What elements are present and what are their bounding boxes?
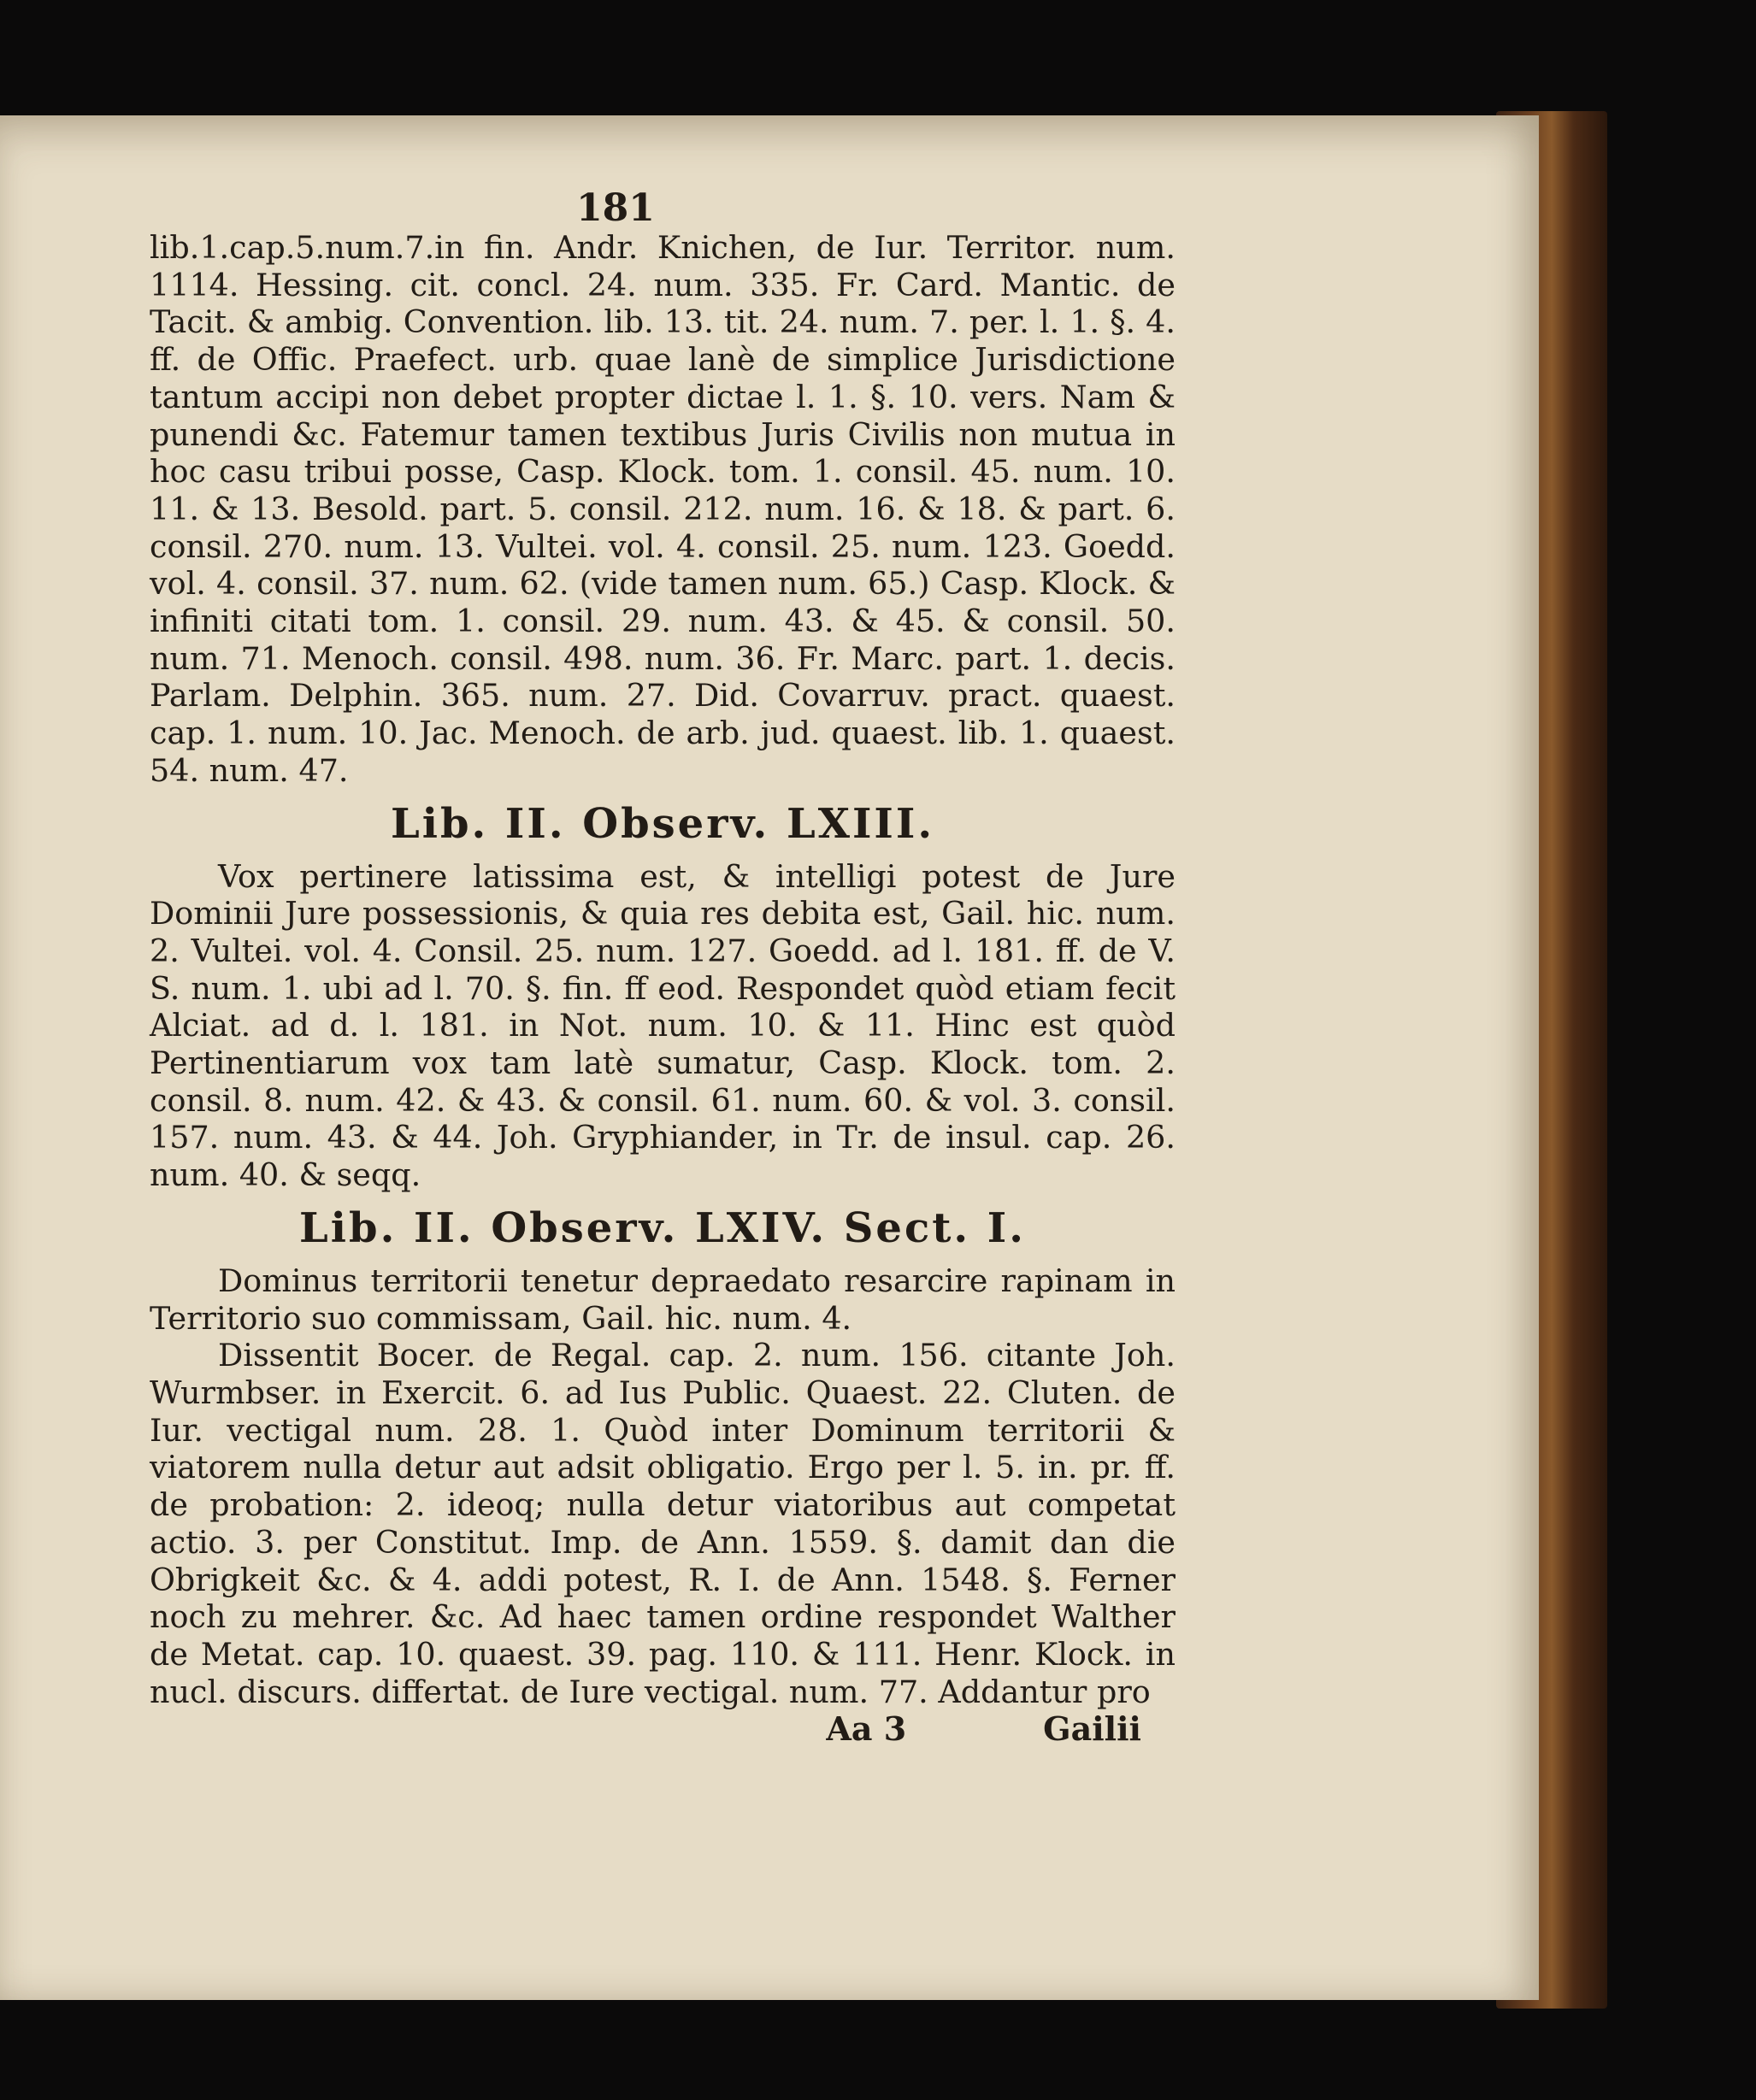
page-footer (150, 1710, 1176, 1748)
page-number: 181 (576, 186, 655, 230)
page-content (150, 188, 1176, 1748)
section-heading-lxiv: Lib. II. Observ. LXIV. Sect. I. (299, 1203, 1026, 1252)
paragraph-lxiii: Vox pertinere latissima est, & intelligi potest de Jure Dominii Jure possessionis, & quia res debita est, Gail. hic. num. 2. Vultei. vol. 4. Consil. 25. num. 127. Goedd. ad l. 181. ff. de V. S. num. 1. ubi ad l. 70. §. fin. ff eod. Respondet quòd etiam fecit Alciat. ad d. l. 181. in Not. num. 10. & 11. Hinc est quòd Pertinentiarum vox tam latè sumatur, Casp. Klock. tom. 2. consil. 8. num. 42. & 43. & consil. 61. num. 60. & vol. 3. consil. 157. num. 43. & 44. Joh. Gryphiander, in Tr. de insul. cap. 26. num. 40. & seqq. (150, 857, 1176, 1194)
signature-mark: Aa 3 (826, 1709, 907, 1749)
paragraph-lxiv-2: Dissentit Bocer. de Regal. cap. 2. num. 156. citante Joh. Wurmbser. in Exercit. 6. ad Ius Public. Quaest. 22. Cluten. de Iur. vectigal num. 28. 1. Quòd inter Dominum territorii & viatorem nulla detur aut adsit obligatio. Ergo per l. 5. in. pr. ff. de probation: 2. ideoq; nulla detur viatoribus aut competat actio. 3. per Constitut. Imp. de Ann. 1559. §. damit dan die Obrigkeit &c. & 4. addi potest, R. I. de Ann. 1548. §. Ferner noch zu mehrer. &c. Ad haec tamen ordine respondet Walther de Metat. cap. 10. quaest. 39. pag. 110. & 111. Henr. Klock. in nucl. discurs. differtat. de Iure vectigal. num. 77. Addantur pro (150, 1337, 1176, 1710)
catchword: Gailii (1043, 1709, 1141, 1749)
paragraph-continuation: lib.1.cap.5.num.7.in fin. Andr. Knichen, de Iur. Territor. num. 1114. Hessing. cit. concl. 24. num. 335. Fr. Card. Mantic. de Tacit. & ambig. Convention. lib. 13. tit. 24. num. 7. per. l. 1. §. 4. ff. de Offic. Praefect. urb. quae lanè de simplice Jurisdictione tantum accipi non debet propter dictae l. 1. §. 10. vers. Nam & punendi &c. Fatemur tamen textibus Juris Civilis non mutua in hoc casu tribui posse, Casp. Klock. tom. 1. consil. 45. num. 10. 11. & 13. Besold. part. 5. consil. 212. num. 16. & 18. & part. 6. consil. 270. num. 13. Vultei. vol. 4. consil. 25. num. 123. Goedd. vol. 4. consil. 37. num. 62. (vide tamen num. 65.) Casp. Klock. & infiniti citati tom. 1. consil. 29. num. 43. & 45. & consil. 50. num. 71. Menoch. consil. 498. num. 36. Fr. Marc. part. 1. decis. Parlam. Delphin. 365. num. 27. Did. Covarruv. pract. quaest. cap. 1. num. 10. Jac. Menoch. de arb. jud. quaest. lib. 1. quaest. 54. num. 47. (150, 229, 1176, 789)
book-page (0, 115, 1539, 2000)
paragraph-lxiv-1: Dominus territorii tenetur depraedato resarcire rapinam in Territorio suo commissam, Gail. hic. num. 4. (150, 1262, 1176, 1337)
section-heading-lxiii: Lib. II. Observ. LXIII. (390, 799, 935, 848)
